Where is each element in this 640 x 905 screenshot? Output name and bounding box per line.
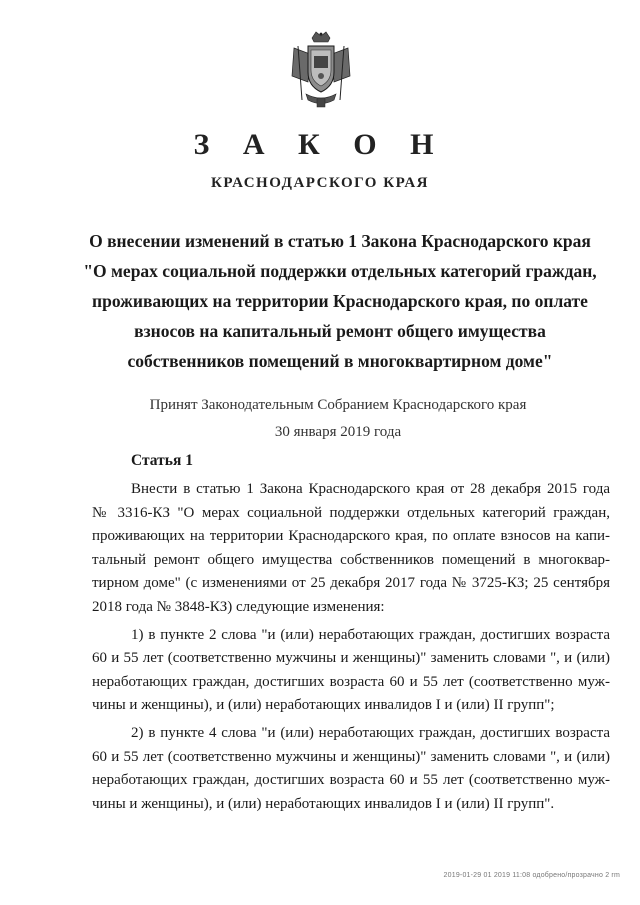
law-heading (80, 226, 600, 376)
law-title: З А К О Н (193, 128, 447, 161)
heading-line: собственников помещений в многоквартирном доме" (127, 351, 553, 371)
item-line: 1) в пункте 2 слова "и (или) неработающих граждан, достигших возраста (131, 626, 610, 643)
item-line: неработающих граждан, достигших возраста 60 и 55 лет (соответственно муж- (92, 772, 610, 789)
item-line: неработающих граждан, достигших возраста 60 и 55 лет (соответственно муж- (92, 673, 610, 690)
item-line: 60 и 55 лет (соответственно мужчины и женщины)" заменить словами ", и (или) (92, 650, 610, 667)
item-line: чины и женщины), и (или) неработающих инвалидов I и (или) II групп". (92, 795, 555, 812)
paragraph-line: тирном доме" (с изменениями от 25 декабря 2017 года № 3725-КЗ; 25 сентября (92, 575, 610, 592)
paragraph-line: № 3316-КЗ "О мерах социальной поддержки отдельных категорий граждан, (92, 504, 610, 521)
heading-line: взносов на капитальный ремонт общего имущества (134, 321, 546, 341)
item-line: чины и женщины), и (или) неработающих инвалидов I и (или) II групп"; (92, 697, 555, 714)
law-subtitle: КРАСНОДАРСКОГО КРАЯ (211, 175, 429, 191)
heading-line: "О мерах социальной поддержки отдельных категорий граждан, (83, 261, 597, 281)
coat-of-arms-emblem (288, 30, 354, 110)
adoption-date: 30 января 2019 года (274, 424, 402, 440)
adoption-body: Принят Законодательным Собранием Краснодарского края (149, 397, 527, 413)
paragraph-line: проживающих на территории Краснодарского края, по оплате взносов на капи- (92, 528, 610, 545)
adoption-note (0, 392, 640, 446)
paragraph-line: тальный ремонт общего имущества собственников помещений в многоквар- (92, 551, 610, 568)
heading-line: проживающих на территории Краснодарского края, по оплате (92, 291, 588, 311)
item-line: 2) в пункте 4 слова "и (или) неработающих граждан, достигших возраста (131, 724, 610, 741)
footer-stamp: 2019-01-29 01 2019 11:08 одобрено/прозрачно 2 rm (443, 872, 620, 879)
article-body (92, 478, 610, 816)
item-line: 60 и 55 лет (соответственно мужчины и женщины)" заменить словами ", и (или) (92, 748, 610, 765)
heading-line: О внесении изменений в статью 1 Закона Краснодарского края (89, 231, 591, 251)
article-title: Статья 1 (131, 452, 193, 469)
paragraph-line: Внести в статью 1 Закона Краснодарского края от 28 декабря 2015 года (131, 481, 610, 497)
paragraph-line: 2018 года № 3848-КЗ) следующие изменения: (92, 598, 385, 615)
